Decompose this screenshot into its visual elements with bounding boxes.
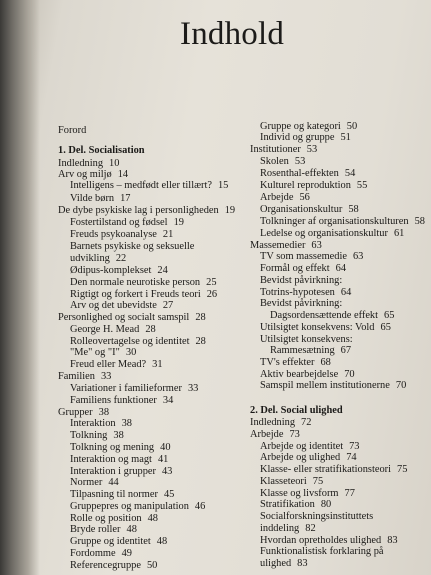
toc-page-number: 33 — [100, 371, 112, 382]
toc-entry — [58, 372, 111, 382]
toc-entry-title: Variationer i familieformer — [70, 383, 182, 394]
toc-entry — [260, 524, 316, 534]
toc-entry-title: Indledning — [250, 417, 296, 428]
toc-entry — [70, 181, 228, 191]
toc-entry — [260, 122, 357, 132]
toc-page-number: 40 — [160, 442, 171, 453]
toc-page-number: 70 — [395, 380, 407, 391]
toc-entry — [70, 525, 137, 535]
toc-entry-title: Intelligens – medfødt eller tillært? — [70, 180, 212, 191]
toc-entry — [260, 500, 331, 510]
toc-entry — [250, 430, 300, 440]
toc-entry-title: Arbejde — [250, 429, 284, 440]
toc-entry-title: Tilpasning til normer — [70, 489, 158, 500]
toc-entry-title: Hvordan opretholdes ulighed — [260, 535, 382, 546]
toc-entry-title: Utilsigtet konsekvens: Vold — [260, 322, 375, 333]
toc-entry-title: Arbejde og identitet — [260, 441, 344, 452]
toc-entry — [260, 157, 305, 167]
toc-entry — [70, 467, 172, 477]
toc-entry — [70, 455, 168, 465]
toc-page-number: 38 — [98, 407, 110, 418]
toc-page-number: 24 — [157, 265, 168, 276]
toc-page-number: 68 — [320, 357, 331, 368]
toc-entry — [58, 170, 128, 180]
toc-entry-title: Massemedier — [250, 240, 306, 251]
toc-entry — [260, 477, 323, 487]
toc-entry-title: Klasse og livsform — [260, 488, 339, 499]
toc-entry — [250, 145, 317, 155]
toc-entry-title: Klasse- eller stratifikationsteori — [260, 464, 391, 475]
toc-entry — [260, 217, 425, 227]
toc-page-number: 48 — [147, 513, 158, 524]
toc-entry-title: Familiens funktioner — [70, 395, 157, 406]
toc-page-number: 34 — [162, 395, 174, 406]
toc-entry-title: Normer — [70, 477, 103, 488]
toc-entry-title: Utilsigtet konsekvens: — [260, 334, 353, 345]
toc-entry-title: Rolleovertagelse og identitet — [70, 336, 190, 347]
toc-page-number: 14 — [117, 169, 129, 180]
toc-page-number: 58 — [348, 204, 359, 215]
toc-entry-title: Gruppepres og manipulation — [70, 501, 189, 512]
toc-page-number: 19 — [173, 217, 184, 228]
toc-page-number: 58 — [414, 216, 425, 227]
toc-entry — [260, 288, 351, 298]
toc-entry — [260, 358, 331, 368]
toc-entry-title: Bevidst påvirkning: — [260, 298, 343, 309]
toc-page-number: 28 — [145, 324, 156, 335]
toc-page-number: 31 — [152, 359, 163, 370]
toc-entry — [70, 443, 171, 453]
toc-entry-title: 2. Del. Social ulighed — [250, 405, 343, 416]
toc-entry-title: De dybe psykiske lag i personligheden — [58, 205, 219, 216]
toc-entry-title: Interaktion i grupper — [70, 466, 156, 477]
toc-entry-title: Interaktion — [70, 418, 116, 429]
toc-page-number: 64 — [340, 287, 352, 298]
toc-entry-title: Rosenthal-effekten — [260, 168, 339, 179]
toc-page-number: 70 — [344, 369, 355, 380]
toc-entry — [70, 301, 173, 311]
toc-entry — [260, 229, 404, 239]
toc-entry-title: Kulturel reproduktion — [260, 180, 351, 191]
toc-page-number: 54 — [344, 168, 356, 179]
toc-entry-title: Tolkninger af organisationskulturen — [260, 216, 409, 227]
toc-entry-title: ulighed — [260, 558, 292, 569]
page-spine-shadow — [0, 0, 40, 575]
toc-page-number: 26 — [206, 289, 218, 300]
toc-entry — [70, 561, 157, 571]
toc-page-number: 64 — [335, 263, 347, 274]
toc-entry — [260, 181, 367, 191]
toc-page-number: 28 — [195, 312, 206, 323]
toc-page-number: 48 — [126, 524, 137, 535]
toc-entry-title: Personlighed og socialt samspil — [58, 312, 190, 323]
toc-entry-title: Klasseteori — [260, 476, 307, 487]
toc-page-number: 83 — [387, 535, 398, 546]
toc-entry-title: Individ og gruppe — [260, 132, 335, 143]
toc-entry — [260, 276, 342, 286]
toc-entry-title: Funktionalistisk forklaring på — [260, 546, 384, 557]
toc-entry-title: Socialforskningsinstituttets — [260, 511, 374, 522]
toc-entry — [260, 465, 407, 475]
toc-entry — [70, 360, 163, 370]
toc-entry — [260, 264, 346, 274]
toc-page-number: 25 — [206, 277, 217, 288]
toc-entry — [70, 242, 194, 252]
toc-entry-title: Freud eller Mead? — [70, 359, 147, 370]
toc-entry-title: Freuds psykoanalyse — [70, 229, 157, 240]
toc-page-number: 50 — [346, 121, 358, 132]
toc-entry — [260, 381, 406, 391]
toc-page-number: 82 — [305, 523, 316, 534]
toc-page-number: 15 — [217, 180, 229, 191]
toc-entry-title: Stratifikation — [260, 499, 315, 510]
toc-entry — [70, 218, 184, 228]
toc-page-number: 65 — [384, 310, 395, 321]
toc-page-number: 80 — [320, 499, 332, 510]
toc-page-number: 63 — [352, 251, 364, 262]
toc-entry — [70, 348, 136, 358]
toc-page-number: 53 — [306, 144, 318, 155]
toc-entry — [70, 419, 132, 429]
toc-page-number: 74 — [346, 452, 357, 463]
toc-entry-title: Forord — [58, 125, 87, 136]
toc-entry — [70, 254, 126, 264]
toc-page-number: 46 — [194, 501, 206, 512]
toc-page-number: 73 — [349, 441, 360, 452]
toc-entry — [70, 431, 124, 441]
toc-entry — [70, 337, 206, 347]
toc-entry-title: Rolle og position — [70, 513, 142, 524]
toc-entry — [260, 547, 384, 557]
toc-entry — [58, 313, 206, 323]
toc-entry — [70, 514, 158, 524]
toc-page-number: 38 — [113, 430, 124, 441]
toc-page-number: 21 — [162, 229, 174, 240]
toc-entry — [250, 418, 311, 428]
toc-page-number: 48 — [156, 536, 168, 547]
toc-entry — [70, 478, 119, 488]
toc-entry — [70, 278, 217, 288]
toc-entry — [260, 299, 342, 309]
toc-entry — [260, 335, 353, 345]
toc-entry — [70, 396, 173, 406]
toc-entry-title: Samspil mellem institutionerne — [260, 380, 390, 391]
toc-entry-title: TV's effekter — [260, 357, 315, 368]
toc-page-number: 27 — [162, 300, 174, 311]
toc-entry-title: George H. Mead — [70, 324, 140, 335]
toc-entry-title: Interaktion og magt — [70, 454, 152, 465]
toc-entry-title: Gruppe og identitet — [70, 536, 151, 547]
toc-entry-title: Arbejde — [260, 192, 294, 203]
toc-page-number: 45 — [163, 489, 175, 500]
toc-entry — [260, 323, 391, 333]
toc-page-number: 17 — [120, 193, 131, 204]
toc-entry-title: Institutioner — [250, 144, 301, 155]
toc-entry — [260, 205, 359, 215]
toc-page-number: 63 — [311, 240, 322, 251]
toc-entry — [260, 252, 363, 262]
toc-entry-title: Gruppe og kategori — [260, 121, 341, 132]
toc-entry-title: Den normale neurotiske person — [70, 277, 201, 288]
toc-page-number: 77 — [344, 488, 355, 499]
toc-page-number: 75 — [397, 464, 408, 475]
toc-page-number: 75 — [312, 476, 324, 487]
toc-page-number: 83 — [297, 558, 308, 569]
toc-page-number: 67 — [340, 345, 352, 356]
toc-entry-title: Rigtigt og forkert i Freuds teori — [70, 289, 201, 300]
toc-page-number: 51 — [340, 132, 351, 143]
toc-page-number: 49 — [121, 548, 132, 559]
toc-entry — [70, 490, 174, 500]
toc-entry — [260, 453, 357, 463]
toc-entry — [58, 159, 119, 169]
toc-entry-title: "Me" og "I" — [70, 347, 120, 358]
toc-entry-title: Referencegruppe — [70, 560, 141, 571]
toc-page-number: 41 — [157, 454, 169, 465]
toc-entry-title: Skolen — [260, 156, 289, 167]
toc-entry-title: Indledning — [58, 158, 104, 169]
toc-entry — [70, 537, 167, 547]
toc-entry — [260, 133, 351, 143]
toc-page-number: 33 — [187, 383, 199, 394]
toc-page-number: 43 — [161, 466, 173, 477]
toc-entry — [260, 169, 355, 179]
toc-page-number: 65 — [380, 322, 391, 333]
toc-entry — [270, 311, 394, 321]
toc-entry-title: 1. Del. Socialisation — [58, 145, 145, 156]
toc-entry — [260, 536, 398, 546]
toc-entry-title: Arv og miljø — [58, 169, 112, 180]
page-title: Indhold — [180, 16, 285, 52]
toc-entry-title: Rammesætning — [270, 345, 335, 356]
toc-entry — [70, 266, 168, 276]
toc-entry-title: Fostertilstand og fødsel — [70, 217, 168, 228]
toc-entry — [58, 126, 86, 136]
toc-entry — [70, 194, 131, 204]
toc-entry-title: Tolkning — [70, 430, 108, 441]
toc-entry-title: Totrins-hypotesen — [260, 287, 335, 298]
toc-page-number: 28 — [195, 336, 206, 347]
toc-entry — [70, 290, 217, 300]
toc-entry-title: Tolkning og mening — [70, 442, 155, 453]
toc-page-number: 19 — [224, 205, 236, 216]
toc-page-number: 30 — [125, 347, 137, 358]
toc-entry-title: Arv og det ubevidste — [70, 300, 157, 311]
toc-entry — [260, 559, 308, 569]
toc-page-number: 10 — [109, 158, 120, 169]
toc-entry — [260, 193, 310, 203]
toc-entry — [260, 370, 355, 380]
toc-entry-title: Barnets psykiske og seksuelle — [70, 241, 195, 252]
toc-entry-title: TV som massemedie — [260, 251, 347, 262]
toc-entry-title: Bryde roller — [70, 524, 121, 535]
toc-section-heading — [250, 406, 343, 416]
toc-entry — [58, 408, 109, 418]
toc-entry-title: Ledelse og organisationskultur — [260, 228, 388, 239]
toc-page-number: 44 — [108, 477, 119, 488]
toc-entry-title: Arbejde og ulighed — [260, 452, 341, 463]
toc-page-number: 50 — [146, 560, 158, 571]
toc-page-number: 61 — [393, 228, 405, 239]
toc-entry-title: Vilde børn — [70, 193, 115, 204]
toc-entry — [70, 502, 205, 512]
toc-entry-title: Fordomme — [70, 548, 116, 559]
toc-entry-title: Familien — [58, 371, 95, 382]
toc-entry — [70, 325, 156, 335]
toc-entry-title: udvikling — [70, 253, 110, 264]
toc-page-number: 55 — [356, 180, 368, 191]
toc-page-number: 38 — [121, 418, 132, 429]
toc-entry-title: Aktiv bearbejdelse — [260, 369, 339, 380]
toc-page-number: 72 — [301, 417, 312, 428]
toc-entry — [270, 346, 351, 356]
toc-entry — [260, 489, 355, 499]
toc-entry — [58, 206, 235, 216]
toc-entry-title: Bevidst påvirkning: — [260, 275, 343, 286]
toc-entry — [260, 442, 360, 452]
toc-entry — [250, 241, 322, 251]
toc-page-number: 22 — [115, 253, 127, 264]
toc-entry — [70, 549, 132, 559]
toc-entry — [70, 384, 198, 394]
toc-entry — [260, 512, 373, 522]
toc-page-number: 56 — [299, 192, 310, 203]
toc-entry-title: Formål og effekt — [260, 263, 330, 274]
toc-entry-title: Grupper — [58, 407, 93, 418]
toc-page-number: 73 — [289, 429, 300, 440]
toc-entry-title: Dagsordensættende effekt — [270, 310, 379, 321]
toc-entry-title: inddeling — [260, 523, 300, 534]
toc-entry-title: Organisationskultur — [260, 204, 343, 215]
toc-entry — [70, 230, 173, 240]
toc-page-number: 53 — [294, 156, 306, 167]
toc-entry-title: Ødipus-komplekset — [70, 265, 152, 276]
toc-section-heading — [58, 146, 145, 156]
